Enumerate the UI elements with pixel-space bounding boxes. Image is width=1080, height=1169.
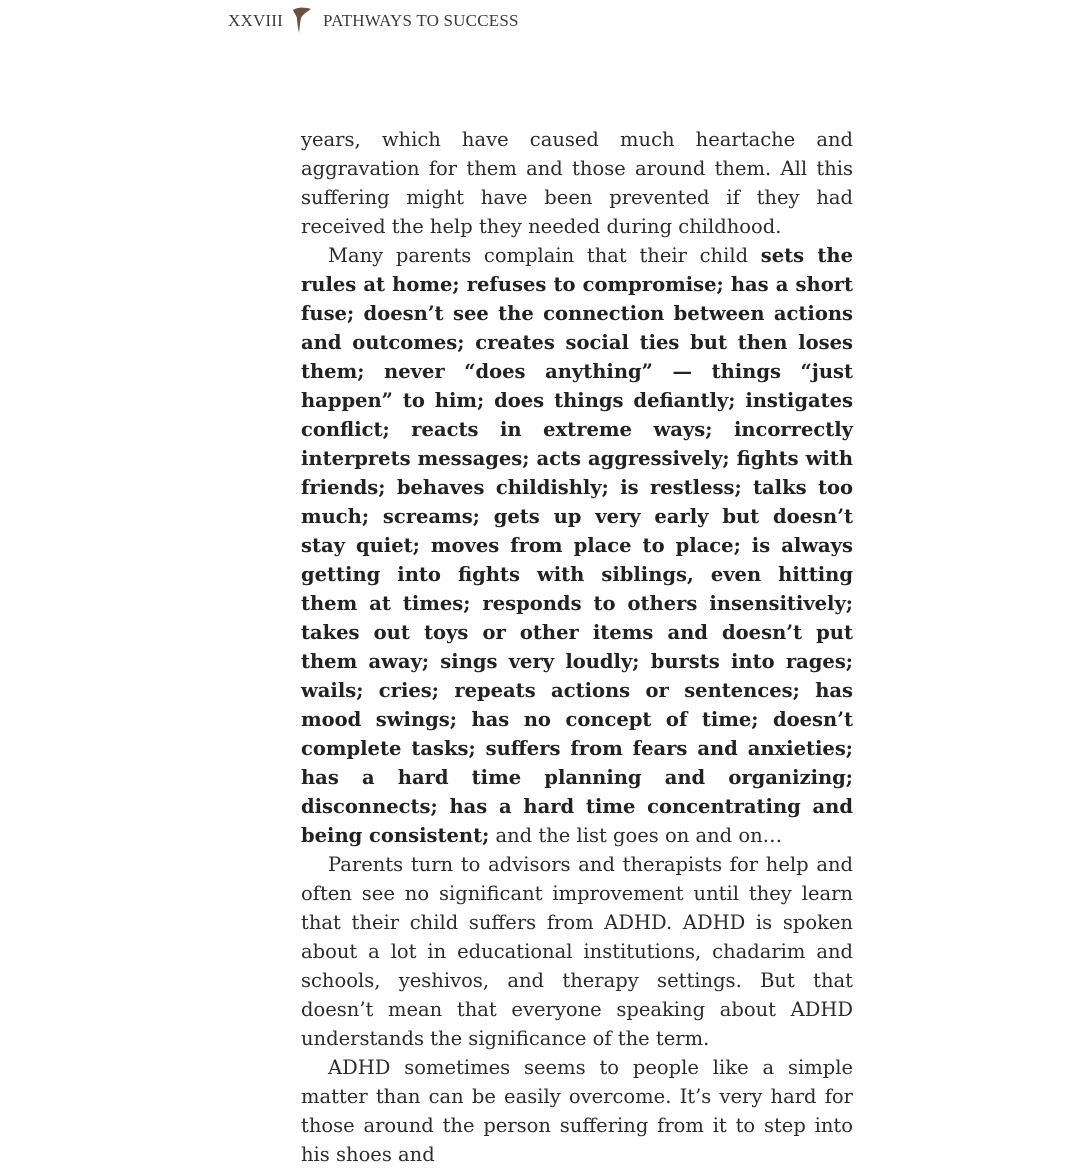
paragraph-continuation: years, which have caused much heartache and aggravation for them and those around them. All this suffering might have been prevented if they had received the help they needed during childhood. xyxy=(301,128,853,238)
paragraph-symptoms xyxy=(301,241,853,850)
leaf-icon xyxy=(291,6,313,36)
running-title: PATHWAYS TO SUCCESS xyxy=(323,11,519,30)
paragraph-adhd-diagnosis: Parents turn to advisors and therapists for help and often see no significant improvement until they learn that their child suffers from ADHD. ADHD is spoken about a lot in educational institutions, chadarim and schools, yeshivos, and therapy settings. But that doesn’t mean that everyone speaking about ADHD understands the significance of the term. xyxy=(301,853,853,1050)
running-header xyxy=(228,6,519,36)
symptom-list: sets the rules at home; refuses to compromise; has a short fuse; doesn’t see the connection between actions and outcomes; creates social ties but then loses them; never “does anything” — things “just happen” to him; does things defiantly; instigates conflict; reacts in extreme ways; incorrectly interprets messages; acts aggressively; fights with friends; behaves childishly; is restless; talks too much; screams; gets up very early but doesn’t stay quiet; moves from place to place; is always getting into fights with siblings, even hitting them at times; responds to others insensitively; takes out toys or other items and doesn’t put them away; sings very loudly; bursts into rages; wails; cries; repeats actions or sentences; has mood swings; has no concept of time; doesn’t complete tasks; suffers from fears and anxieties; has a hard time planning and organizing; disconnects; has a hard time concentrating and being consistent; xyxy=(301,244,853,847)
page-number: XXVIII xyxy=(228,11,284,30)
paragraph-lead: Many parents complain that their child xyxy=(328,244,761,267)
body-text xyxy=(301,125,853,1169)
paragraph-adhd-perception: ADHD sometimes seems to people like a simple matter than can be easily overcome. It’s very hard for those around the person suffering from it to step into his shoes and xyxy=(301,1056,853,1166)
paragraph-tail: and the list goes on and on… xyxy=(489,824,783,847)
